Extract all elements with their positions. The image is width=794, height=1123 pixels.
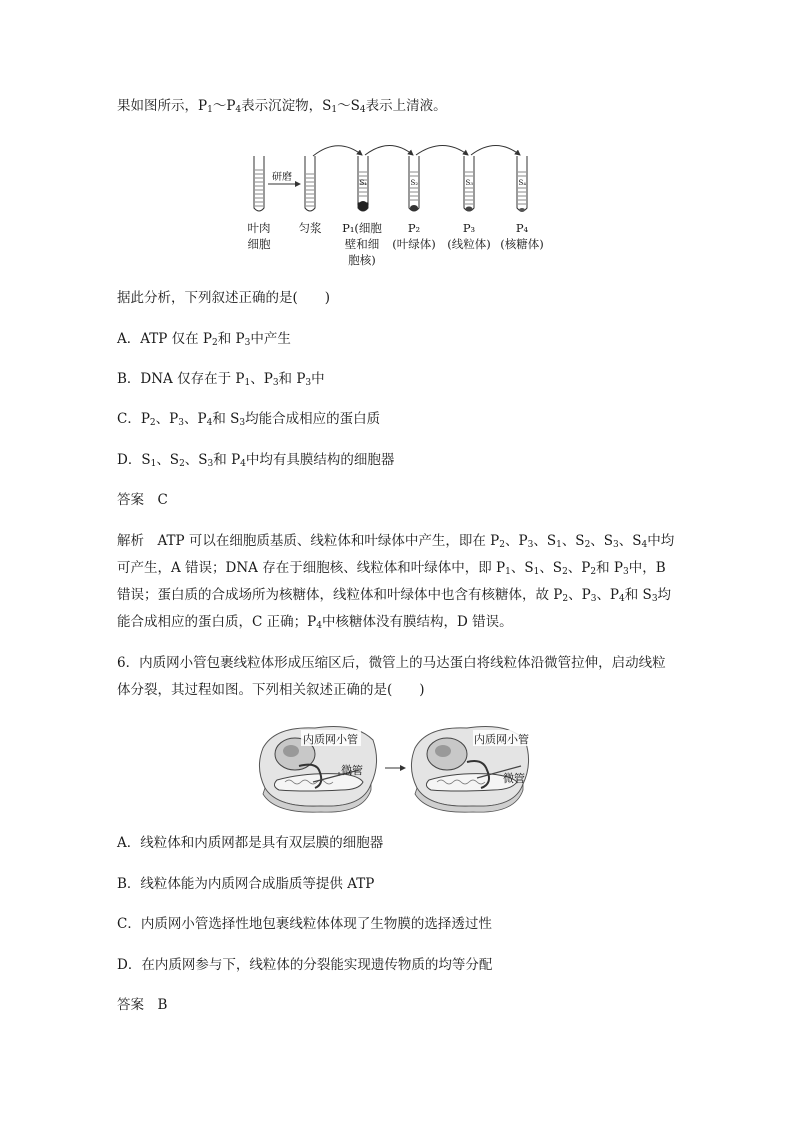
s4-mark: S₄ xyxy=(518,179,527,187)
analysis-line-2: 可产生，A 错误；DNA 存在于细胞核、线粒体和叶绿体中，即 $P_1$、$S_1$、$S_2$、$P_2$和 $P_3$中，B xyxy=(117,560,666,577)
label-er-tubule-left: 内质网小管 xyxy=(303,733,358,746)
label-leaf-cells: 叶肉 细胞 xyxy=(247,221,271,251)
centrifuge-diagram xyxy=(240,138,560,218)
mitochondria-figure xyxy=(255,718,537,814)
label-microtubule-left: 微管 xyxy=(341,764,363,777)
q6-stem-line-1: 6．内质网小管包裹线粒体形成压缩区后，微管上的马达蛋白将线粒体沿微管拉伸，启动线粒 xyxy=(117,655,666,671)
analysis-line-4: 能合成相应的蛋白质，C 正确；$P_4$中核糖体没有膜结构，D 错误。 xyxy=(117,614,513,631)
q5-option-b[interactable]: B．DNA 仅存在于 $P_1$、$P_3$和 $P_3$中 xyxy=(117,371,325,388)
label-er-tubule-right: 内质网小管 xyxy=(474,733,529,746)
q6-option-b[interactable]: B．线粒体能为内质网合成脂质等提供 ATP xyxy=(117,876,375,892)
q5-stem: 据此分析，下列叙述正确的是( ) xyxy=(117,290,331,306)
cell-before xyxy=(259,727,376,813)
analysis-line-3: 错误；蛋白质的合成场所为核糖体，线粒体和叶绿体中也含有核糖体，故 $P_2$、$P_3$、$P_4$和 $S_3$均 xyxy=(117,587,672,604)
analysis-line-1: 解析 ATP 可以在细胞质基质、线粒体和叶绿体中产生，即在 $P_2$、$P_3$、$S_1$、$S_2$、$S_3$、$S_4$中均 xyxy=(117,533,675,550)
label-p4: P₄ (核糖体) xyxy=(500,221,544,251)
mitochondria-diagram xyxy=(255,718,537,814)
intro-text: 果如图所示，$P_1\sim P_4$表示沉淀物，$S_1\sim S_4$表示上清液。 xyxy=(117,98,447,115)
centrifuge-figure xyxy=(240,138,560,268)
label-p3: P₃ (线粒体) xyxy=(447,221,491,251)
q5-option-d[interactable]: D．$S_1$、$S_2$、$S_3$和 $P_4$中均有具膜结构的细胞器 xyxy=(117,452,395,469)
q6-option-c[interactable]: C．内质网小管选择性地包裹线粒体体现了生物膜的选择透过性 xyxy=(117,916,492,932)
q5-answer: 答案 C xyxy=(117,492,168,508)
q6-option-d[interactable]: D．在内质网参与下，线粒体的分裂能实现遗传物质的均等分配 xyxy=(117,957,493,973)
tube-leaf-cells xyxy=(254,156,264,211)
s1-mark: S₁ xyxy=(359,179,368,187)
tube-homogenate xyxy=(305,156,315,211)
s3-mark: S₃ xyxy=(465,179,474,187)
label-p2: P₂ (叶绿体) xyxy=(392,221,436,251)
label-homogenate: 匀浆 xyxy=(298,221,322,235)
label-p1: P₁(细胞 壁和细 胞核) xyxy=(342,221,382,267)
cell-after xyxy=(411,727,533,813)
q6-answer: 答案 B xyxy=(117,997,168,1013)
q6-option-a[interactable]: A．线粒体和内质网都是具有双层膜的细胞器 xyxy=(117,835,384,851)
q6-stem-line-2: 体分裂，其过程如图。下列相关叙述正确的是( ) xyxy=(117,682,425,698)
q5-option-a[interactable]: A．ATP 仅在 $P_2$和 $P_3$中产生 xyxy=(117,331,291,348)
label-microtubule-right: 微管 xyxy=(503,772,525,785)
s2-mark: S₂ xyxy=(410,179,419,187)
q5-option-c[interactable]: C．$P_2$、$P_3$、$P_4$和 $S_3$均能合成相应的蛋白质 xyxy=(117,411,381,428)
grind-label: 研磨 xyxy=(272,172,292,183)
